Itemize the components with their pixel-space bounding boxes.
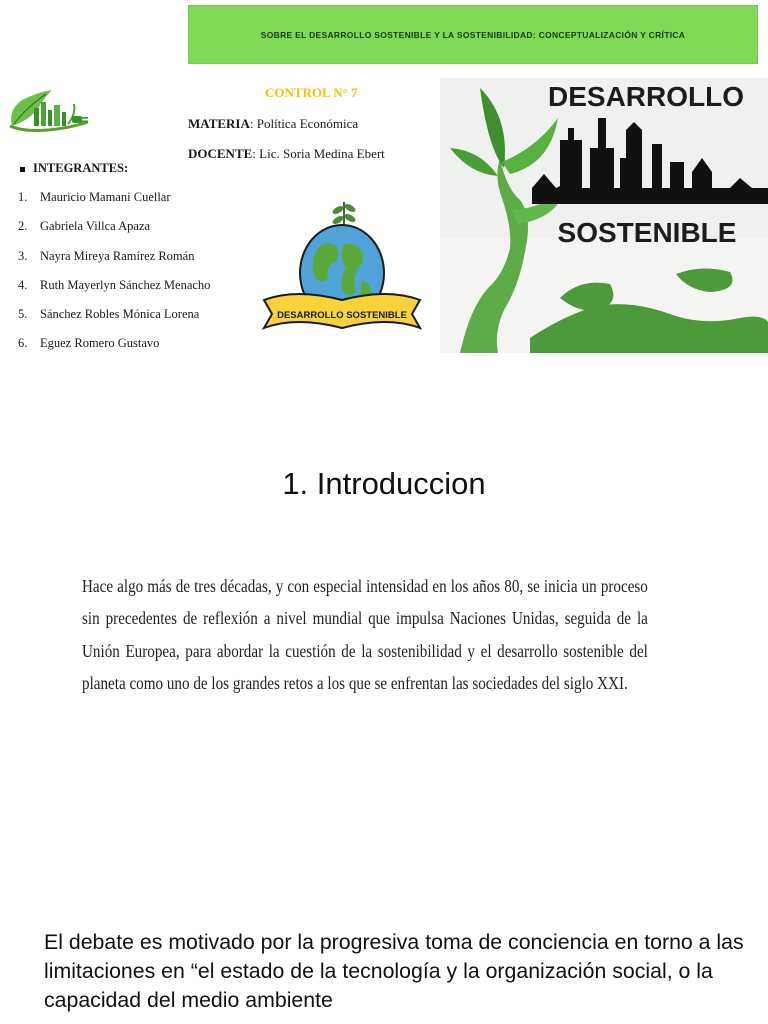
docente-label: DOCENTE <box>188 146 253 161</box>
eco-city-logo-icon <box>4 86 94 140</box>
list-item: 2. Gabriela Villca Apaza <box>18 219 151 234</box>
docente-line <box>188 146 385 162</box>
integrantes-heading: INTEGRANTES: <box>20 161 128 176</box>
control-number: CONTROL N° 7 <box>265 85 358 100</box>
section-heading: 1. Introduccion <box>282 466 486 501</box>
bullet-square-icon <box>20 167 25 172</box>
list-item: 1. Mauricio Mamani Cuellar <box>18 190 171 204</box>
globe-sustainable-illustration <box>256 196 428 342</box>
photo-title-top: DESARROLLO <box>548 81 744 112</box>
materia-value: : Política Económica <box>249 116 359 131</box>
members-list <box>18 190 210 366</box>
materia-label: MATERIA <box>188 116 250 131</box>
sustainable-development-photo <box>440 78 768 353</box>
ribbon-text: DESARROLLO SOSTENIBLE <box>277 310 407 321</box>
materia-line <box>188 116 358 132</box>
body-paragraph: El debate es motivado por la progresiva toma de conciencia en torno a las limitaciones en “el estado de la tecnología y la organización social, o la capacidad del medio ambiente <box>44 930 744 1012</box>
list-item: 3. Nayra Mireya Ramírez Román <box>18 248 195 263</box>
photo-title-bottom: SOSTENIBLE <box>557 217 737 248</box>
intro-quote: Hace algo más de tres décadas, y con especial intensidad en los años 80, se inicia un proceso sin precedentes de reflexión a nivel mundial que impulsa Naciones Unidas, seguida de la Unión Europea, para abordar la cuestión de la sostenibilidad y el desarrollo sostenible del planeta como uno de los grandes retos a los que se enfrentan las sociedades del siglo XXI. <box>82 576 648 694</box>
banner-title: SOBRE EL DESARROLLO SOSTENIBLE Y LA SOSTENIBILIDAD: CONCEPTUALIZACIÓN Y CRÍTICA <box>260 29 686 40</box>
list-item: 5. Sánchez Robles Mónica Lorena <box>18 307 200 322</box>
list-item: 6. Eguez Romero Gustavo <box>18 336 160 351</box>
list-item: 4. Ruth Mayerlyn Sánchez Menacho <box>18 277 211 292</box>
title-banner <box>188 5 758 64</box>
docente-value: : Lic. Soria Medina Ebert <box>252 146 385 161</box>
